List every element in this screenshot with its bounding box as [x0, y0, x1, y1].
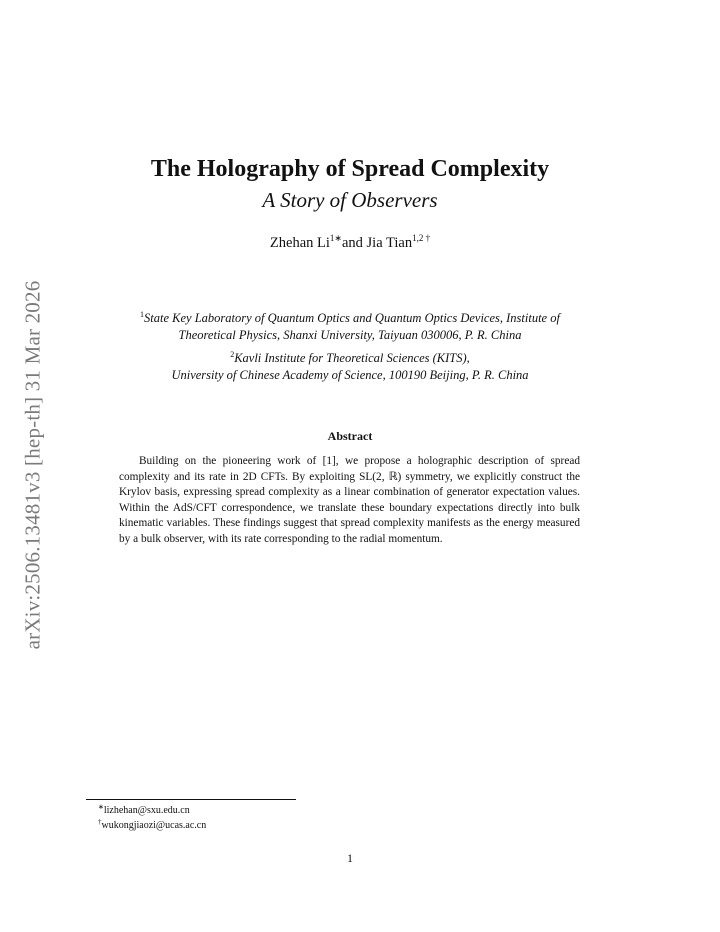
affiliation-2 — [0, 346, 700, 384]
footnote-2-mark: † — [98, 818, 102, 826]
page-number: 1 — [347, 851, 353, 865]
affiliation-2-mark: 2 — [230, 350, 235, 359]
arxiv-identifier-stamp[interactable]: arXiv:2506.13481v3 [hep-th] 31 Mar 2026 — [20, 280, 45, 650]
footnote-email-2 — [98, 818, 206, 831]
paper-title: The Holography of Spread Complexity — [150, 156, 550, 182]
author-1-marks: 1∗ — [329, 233, 342, 243]
affiliation-1-mark: 1 — [140, 310, 145, 319]
footnote-1-mark: ∗ — [98, 803, 104, 811]
affiliation-1 — [0, 306, 700, 344]
author-conjunction: and — [341, 235, 363, 251]
affiliation-2-line-1: Kavli Institute for Theoretical Sciences (KITS), — [234, 351, 470, 365]
footnote-2-email[interactable]: wukongjiaozi@ucas.ac.cn — [101, 820, 207, 831]
author-name-2: Jia Tian — [366, 235, 413, 251]
abstract-heading: Abstract — [327, 429, 373, 443]
author-name-1: Zhehan Li — [269, 235, 330, 251]
affiliation-1-line-1: State Key Laboratory of Quantum Optics and Quantum Optics Devices, Institute of — [144, 311, 560, 325]
footnote-1-email[interactable]: lizhehan@sxu.edu.cn — [103, 805, 190, 816]
footnote-divider — [86, 799, 296, 800]
footnote-email-1 — [98, 803, 190, 816]
paper-subtitle: A Story of Observers — [262, 188, 438, 212]
affiliation-1-line-2: Theoretical Physics, Shanxi University, Taiyuan 030006, P. R. China — [178, 328, 522, 342]
author-list — [0, 233, 700, 252]
affiliation-2-line-2: University of Chinese Academy of Science, 100190 Beijing, P. R. China — [171, 368, 529, 382]
author-2-marks: 1,2 † — [412, 233, 431, 243]
abstract-body: Building on the pioneering work of [1], we propose a holographic description of spread complexity and its rate in 2D CFTs. By exploiting SL(2, ℝ) symmetry, we explicitly construct the Krylov basis, expressing spread complexity as a linear combination of generator expectation values. Within the AdS/CFT correspondence, we translate these boundary expectations directly into bulk kinematic variables. These findings suggest that spread complexity manifests as the energy measured by a bulk observer, with its rate corresponding to the radial momentum. — [119, 455, 580, 545]
